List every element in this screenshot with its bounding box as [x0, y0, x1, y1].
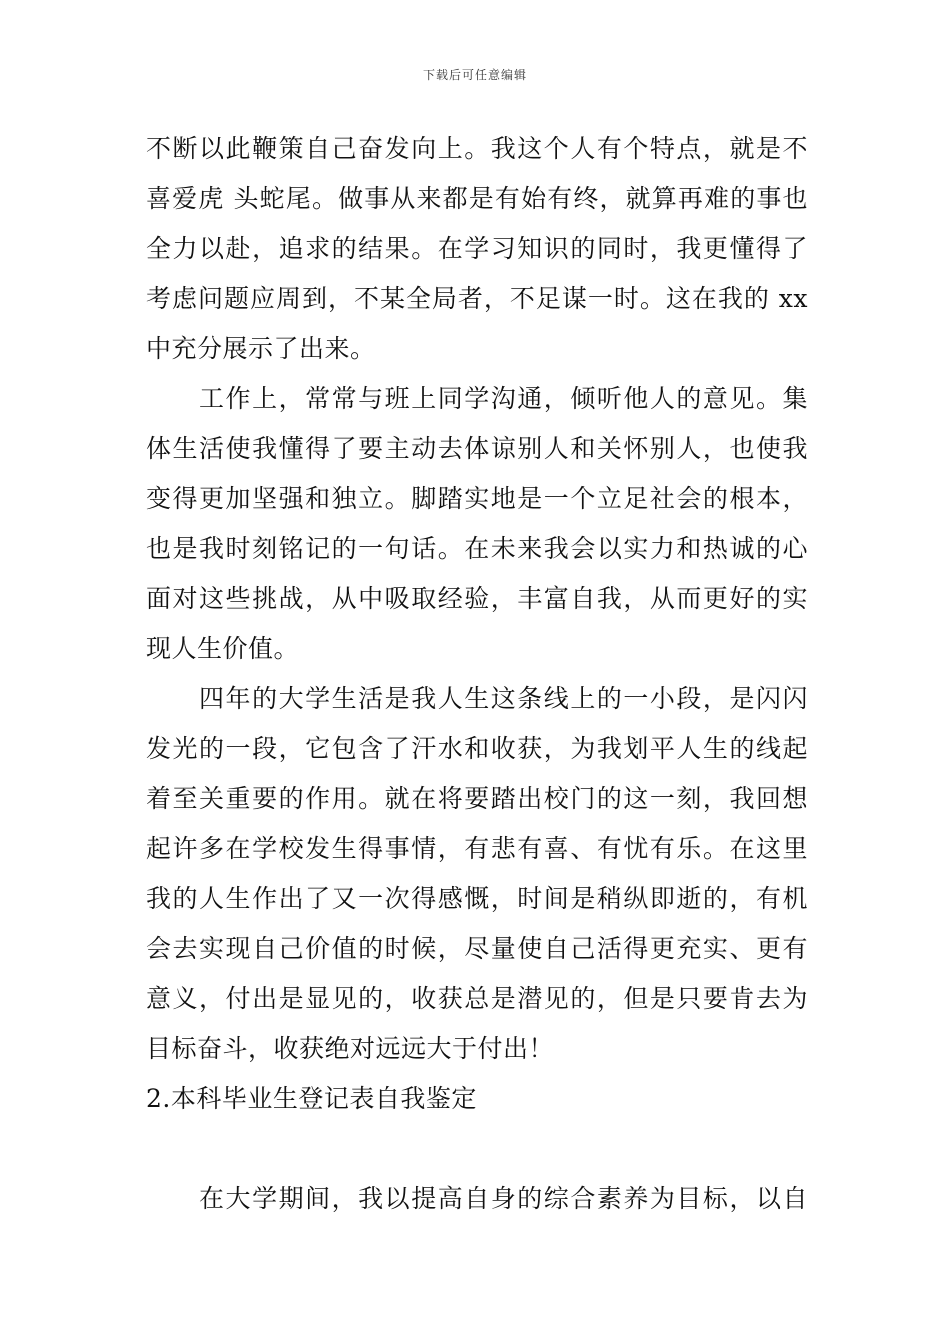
text-line: 体生活使我懂得了要主动去体谅别人和关怀别人，也使我 [146, 434, 808, 463]
text-line: 变得更加坚强和独立。脚踏实地是一个立足社会的根本， [146, 484, 808, 513]
blank-line [146, 1124, 808, 1174]
text-line: 也是我时刻铭记的一句话。在未来我会以实力和热诚的心 [146, 534, 808, 563]
paragraph [146, 124, 808, 374]
text-line: 在大学期间，我以提高自身的综合素养为目标，以自 [146, 1184, 808, 1213]
text-line: 四年的大学生活是我人生这条线上的一小段，是闪闪 [146, 684, 808, 713]
text-line: 喜爱虎 头蛇尾。做事从来都是有始有终，就算再难的事也 [146, 184, 808, 213]
paragraph [146, 674, 808, 1074]
text-line: 面对这些挑战，从中吸取经验，丰富自我，从而更好的实 [146, 584, 808, 613]
text-line: 会去实现自己价值的时候，尽量使自己活得更充实、更有 [146, 934, 808, 963]
text-line: 起许多在学校发生得事情，有悲有喜、有忧有乐。在这里 [146, 834, 808, 863]
page-header: 下载后可任意编辑 [422, 68, 527, 82]
text-line: 现人生价值。 [146, 634, 300, 663]
text-line: 发光的一段，它包含了汗水和收获，为我划平人生的线起 [146, 734, 808, 763]
section-heading: 2.本科毕业生登记表自我鉴定 [146, 1084, 477, 1113]
text-line: 目标奋斗，收获绝对远远大于付出！ [146, 1034, 555, 1063]
text-line: 中充分展示了出来。 [146, 334, 376, 363]
paragraph [146, 1174, 808, 1224]
text-line: 不断以此鞭策自己奋发向上。我这个人有个特点，就是不 [146, 134, 808, 163]
text-line: 我的人生作出了又一次得感慨，时间是稍纵即逝的，有机 [146, 884, 808, 913]
document-body [146, 124, 808, 1224]
text-line: 意义，付出是显见的，收获总是潜见的，但是只要肯去为 [146, 984, 808, 1013]
text-line: 考虑问题应周到，不某全局者，不足谋一时。这在我的 xx [146, 284, 808, 313]
text-line: 全力以赴，追求的结果。在学习知识的同时，我更懂得了 [146, 234, 808, 263]
text-line: 工作上，常常与班上同学沟通，倾听他人的意见。集 [146, 384, 808, 413]
paragraph [146, 374, 808, 674]
text-line: 着至关重要的作用。就在将要踏出校门的这一刻，我回想 [146, 784, 808, 813]
